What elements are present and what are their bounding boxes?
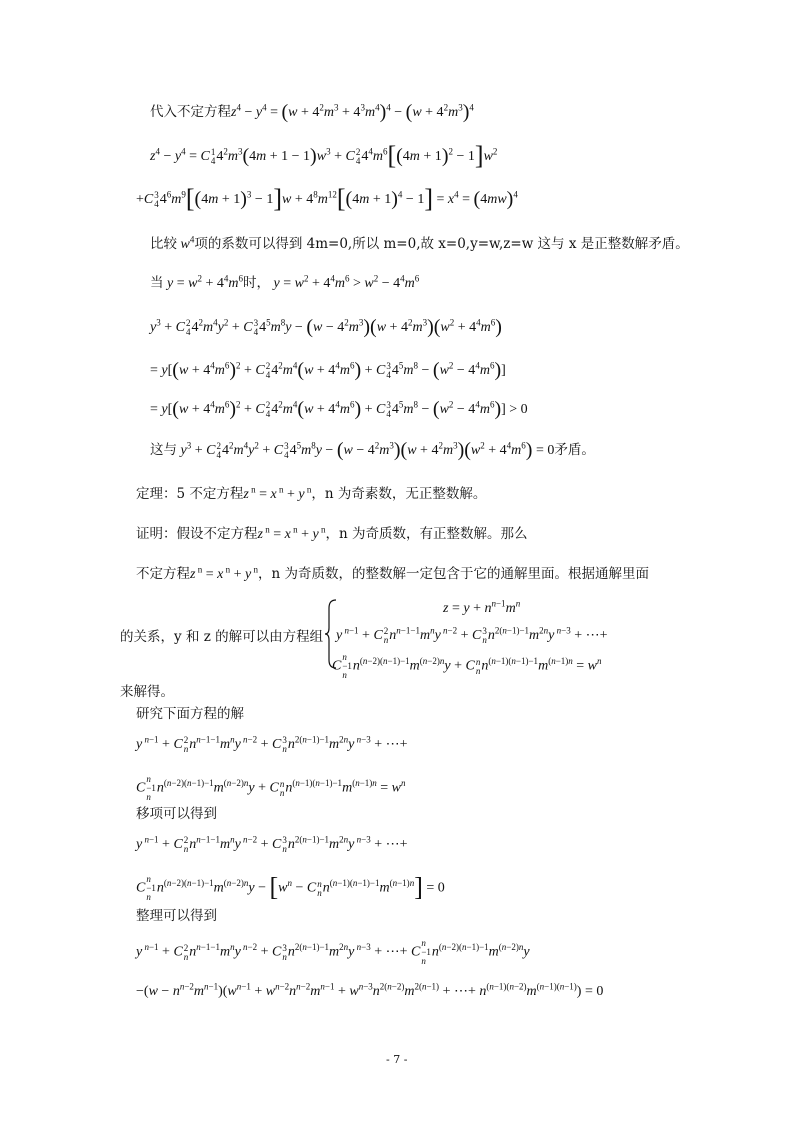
page-number: - 7 - xyxy=(386,1053,408,1066)
study-eq-2: C n −1 n $n^{(n-2)(n-1)-1}m^{(n-2)n}y + C$ n n $n^{(n-1)(n-1)-1}m^{(n-1)n} = w^n$ xyxy=(136,774,406,802)
paragraph-3 xyxy=(136,565,649,584)
proof-equation: z $^n$ = x $^n$ + y $^n$ xyxy=(257,524,326,542)
theorem-equation: z $^n$ = x $^n$ + y $^n$ xyxy=(243,484,312,502)
tidy-line: 整理可以得到 xyxy=(136,908,217,924)
proof-line xyxy=(136,525,527,544)
line-5-mid: 时， xyxy=(243,275,270,291)
move-eq-1: y $^{n-1}$ + C 2 n $n^{n-1-1}m^ny$ $^{n-2}$ + C 3 n $n^{2(n-1)-1}m^{2n}y$ $^{n-3}$ + ⋯+ xyxy=(136,834,408,854)
equation-8: = $y[(w + 4^4m^6)^2 + C$ 2 4 $4^2m^4(w + 4^4m^6) + C$ 3 4 $4^5m^8 - (w^2 - 4^4m^6)] > 0$ xyxy=(150,398,528,420)
line-5-label: 当 xyxy=(150,275,164,291)
theorem-suffix: ，n 为奇素数，无正整数解。 xyxy=(311,486,487,502)
paragraph-3-label: 不定方程 xyxy=(136,566,190,582)
proof-suffix: ，n 为奇质数，有正整数解。那么 xyxy=(325,526,528,542)
study-line: 研究下面方程的解 xyxy=(136,706,244,722)
paragraph-3-equation: z $^n$ = x $^n$ + y $^n$ xyxy=(190,564,258,582)
paragraph-3-suffix: ，n 为奇质数，的整数解一定包含于它的通解里面。根据通解里面 xyxy=(257,566,649,582)
line-4-text-b: 项的系数可以得到 4m=0,所以 m=0,故 x=0,y=w,z=w 这与 x 是正整数解矛盾。 xyxy=(194,236,689,252)
equation-5a: $y = w^2 + 4^4m^6$ xyxy=(167,273,243,291)
w4-term: $w^4$ xyxy=(180,234,195,252)
move-eq-2: C n −1 n $n^{(n-2)(n-1)-1}m^{(n-2)n}y - [w^n - C$ n n $n^{(n-1)(n-1)-1}m^{(n-1)n}] = 0$ xyxy=(136,872,445,902)
line-9-label: 这与 xyxy=(150,442,177,458)
tidy-eq-2: $-(w - n^{n-2}m^{n-1})(w^{n-1} + w^{n-2}n^{n-2}m^{n-1} + w^{n-3}n^{2(n-2)}m^{2(n-1)}$ + ⋯+ $n^{(n-1)(n-2)}m^{(n-1)(n-1)}) = 0$ xyxy=(136,981,604,999)
equation-2: $z^4 - y^4 = C$ 1 4 $4^2m^3(4m + 1 - 1)w^3 + C$ 2 4 $4^4m^6[(4m + 1)^2 - 1]w^2$ xyxy=(150,141,498,170)
paragraph-5: 来解得。 xyxy=(120,684,174,700)
line-5 xyxy=(150,274,419,293)
line-9 xyxy=(150,441,595,460)
line-9-suffix: 矛盾。 xyxy=(554,442,595,458)
equation-3: +C 3 4 $4^6m^9[(4m + 1)^3 - 1]w + 4^8m^{12}[(4m + 1)^4 - 1] = x^4 = (4mw)^4$ xyxy=(136,184,518,213)
equation-7: = $y[(w + 4^4m^6)^2 + C$ 2 4 $4^2m^4(w + 4^4m^6) + C$ 3 4 $4^5m^8 - (w^2 - 4^4m^6)$] xyxy=(150,359,506,381)
paragraph-4 xyxy=(120,628,323,646)
theorem-line xyxy=(136,485,486,504)
equation-5b: $y = w^2 + 4^4m^6 > w^2 - 4^4m^6$ xyxy=(273,273,420,291)
system-eq-1: $z = y + n^{n-1}m^n$ xyxy=(443,598,521,616)
line-1 xyxy=(150,103,474,122)
line-1-label: 代入不定方程 xyxy=(150,104,231,120)
study-eq-1: y $^{n-1}$ + C 2 n $n^{n-1-1}m^ny$ $^{n-2}$ + C 3 n $n^{2(n-1)-1}m^{2n}y$ $^{n-3}$ + ⋯+ xyxy=(136,734,408,754)
equation-9: $y^3 + C$ 2 4 $4^2m^4y^2 + C$ 3 4 $4^5m^8y - (w - 4^2m^3)(w + 4^2m^3)(w^2 + 4^4m^6) = 0$ xyxy=(180,439,555,461)
equation-1: $z^4 - y^4 = (w + 4^2m^3 + 4^3m^4)^4 - (w + 4^2m^3)^4$ xyxy=(231,101,474,123)
system-eq-2: y $^{n-1}$ + C 2 n $n^{n-1-1}m^ny$ $^{n-2}$ + C 3 n $n^{2(n-1)-1}m^{2n}y$ $^{n-3}$ + ⋯+ xyxy=(336,625,608,645)
tidy-eq-1: y $^{n-1}$ + C 2 n $n^{n-1-1}m^ny$ $^{n-2}$ + C 3 n $n^{2(n-1)-1}m^{2n}y$ $^{n-3}$ + ⋯+ C n −1 n $n^{(n-2)(n-1)-1}m^{(n-2)n}y$ xyxy=(136,938,530,966)
equation-6: $y^3 + C$ 2 4 $4^2m^4y^2 + C$ 3 4 $4^5m^8y - (w - 4^2m^3)(w + 4^2m^3)(w^2 + 4^4m^6)$ xyxy=(150,316,502,338)
line-4-text-a: 比较 xyxy=(150,236,177,252)
theorem-label: 定理：5 不定方程 xyxy=(136,486,244,502)
paragraph-4-label: 的关系，y 和 z 的解可以由方程组 xyxy=(120,629,324,645)
line-4 xyxy=(150,235,689,254)
system-eq-3: C n −1 n $n^{(n-2)(n-1)-1}m^{(n-2)n}y + C$ n n $n^{(n-1)(n-1)-1}m^{(n-1)n} = w^n$ xyxy=(332,652,602,680)
move-line: 移项可以得到 xyxy=(136,806,217,822)
proof-label: 证明：假设不定方程 xyxy=(136,526,258,542)
